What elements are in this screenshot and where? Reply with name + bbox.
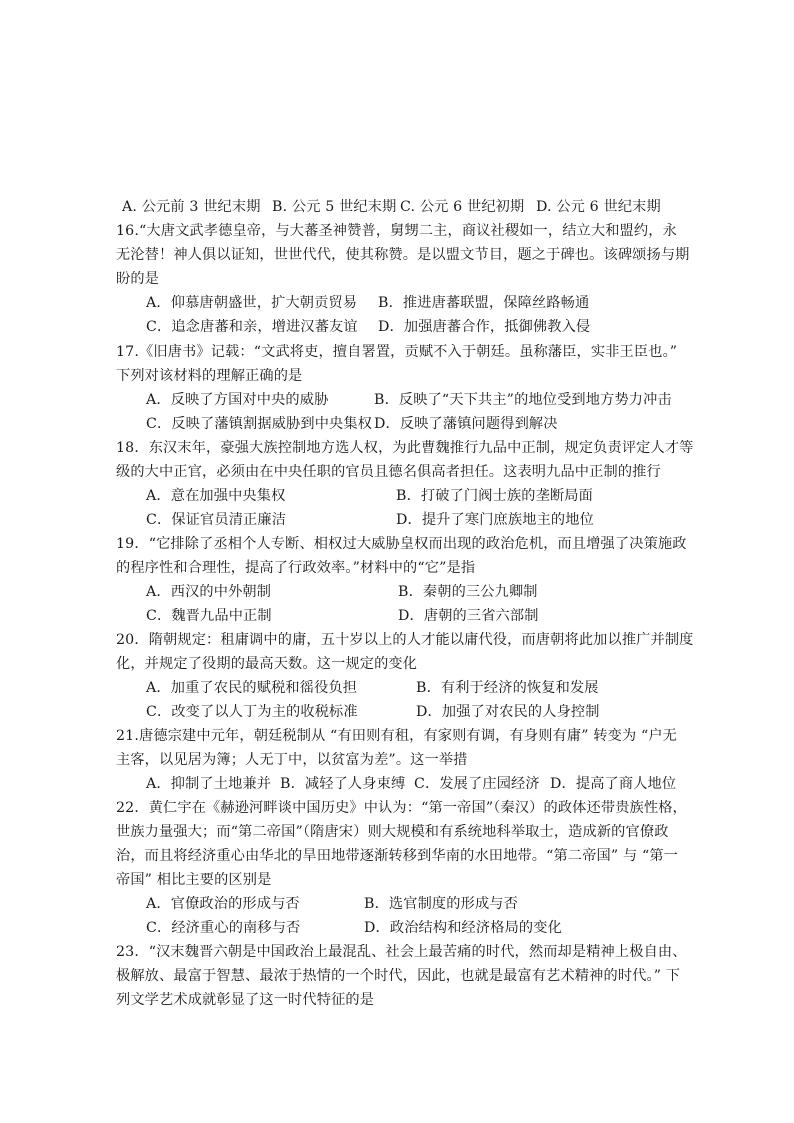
- q16-stem-line: 16.“大唐文武孝德皇帝，与大蕃圣神赞普，舅甥二主，商议社稷如一，结立大和盟约，永: [116, 223, 677, 239]
- q15-option-b: B. 公元 5 世纪末期: [272, 199, 397, 215]
- q17-option-a: A．反映了方国对中央的威胁: [146, 392, 329, 408]
- q22-stem-line: 帝国” 相比主要的区别是: [116, 872, 272, 888]
- q17-option-c: C．反映了藩镇割据威胁到中央集权: [146, 416, 373, 432]
- q20-option-a: A．加重了农民的赋税和徭役负担: [146, 680, 358, 696]
- q23-stem-line: 列文学艺术成就彰显了这一时代特征的是: [116, 992, 375, 1008]
- q18-stem-line: 级的大中正官，必须由在中央任职的官员且德名俱高者担任。这表明九品中正制的推行: [116, 464, 661, 480]
- q23-stem-line: 23．“汉末魏晋六朝是中国政治上最混乱、社会上最苦痛的时代，然而却是精神上极自由、: [116, 944, 687, 960]
- q21-options-row: [146, 772, 706, 796]
- q20-options-row: [146, 700, 706, 724]
- q17-stem-line: 17.《旧唐书》记载：“文武将吏，擅自署置，贡赋不入于朝廷。虽称藩臣，实非王臣也。”: [116, 344, 678, 360]
- q16-stem-line: 盼的是: [116, 271, 160, 287]
- q19-options-row: [146, 604, 706, 628]
- q22-options-row: [146, 916, 706, 940]
- q18-option-b: B．打破了门阀士族的垄断局面: [396, 488, 593, 504]
- q20-options-row: [146, 676, 706, 700]
- q19-option-b: B．秦朝的三公九卿制: [398, 584, 538, 600]
- q21-option-b: B．减轻了人身束缚: [280, 776, 406, 792]
- q17-options-row: [146, 412, 706, 436]
- q15-option-c: C. 公元 6 世纪初期: [400, 199, 525, 215]
- q22-stem-line: 世族力量强大；而“第二帝国”（隋唐宋）则大规模和有系统地科举取士，造成新的官僚政: [116, 824, 669, 840]
- q19-option-c: C．魏晋九品中正制: [146, 608, 272, 624]
- q19-options-row: [146, 580, 706, 604]
- q15-option-a: A. 公元前 3 世纪末期: [122, 199, 261, 215]
- q19-option-d: D．唐朝的三省六部制: [398, 608, 539, 624]
- q22-stem-line: 治，而且将经济重心由华北的旱田地带逐渐转移到华南的水田地带。“第二帝国” 与 “第一: [116, 848, 679, 864]
- q15-options: [122, 195, 682, 219]
- q16-option-d: D．加强唐蕃合作，抵御佛教入侵: [378, 319, 591, 335]
- q17-option-d: D．反映了藩镇问题得到解决: [374, 416, 558, 432]
- q21-option-a: A．抑制了土地兼并: [146, 776, 272, 792]
- q20-stem-line: 化，并规定了役期的最高天数。这一规定的变化: [116, 656, 418, 672]
- q18-option-d: D．提升了寒门庶族地主的地位: [396, 512, 594, 528]
- q19-stem-line: 19．“它排除了丞相个人专断、相权过大威胁皇权而出现的政治危机，而且增强了决策施政: [116, 536, 687, 552]
- q20-option-b: B．有利于经济的恢复和发展: [416, 680, 599, 696]
- q19-option-a: A．西汉的中外朝制: [146, 584, 272, 600]
- q18-options-row: [146, 484, 706, 508]
- q22-option-a: A．官僚政治的形成与否: [146, 896, 300, 912]
- q16-stem-line: 无沦替！神人俱以证知，世世代代，使其称赞。是以盟文节目，题之于碑也。该碑颂扬与期: [116, 247, 690, 263]
- q22-stem-line: 22．黄仁宇在《赫逊河畔谈中国历史》中认为：“第一帝国”（秦汉）的政体还带贵族性格，: [116, 800, 687, 816]
- q23-stem-line: 极解放、最富于智慧、最浓于热情的一个时代，因此，也就是最富有艺术精神的时代。” 下: [116, 968, 681, 984]
- q21-stem-line: 主客，以见居为簿；人无丁中，以贫富为差”。这一举措: [116, 752, 468, 768]
- q15-option-d: D. 公元 6 世纪末期: [536, 199, 661, 215]
- q20-stem-line: 20．隋朝规定：租庸调中的庸，五十岁以上的人才能以庸代役，而唐朝将此加以推广并制度: [116, 632, 694, 648]
- q16-options-row: [146, 315, 706, 339]
- q17-stem-line: 下列对该材料的理解正确的是: [116, 368, 303, 384]
- q18-option-a: A．意在加强中央集权: [146, 488, 286, 504]
- q21-stem-line: 21.唐德宗建中元年，朝廷税制从 “有田则有租，有家则有调，有身则有庸” 转变为 “户无: [116, 728, 678, 744]
- q21-option-c: C．发展了庄园经济: [414, 776, 540, 792]
- q16-option-b: B．推进唐蕃联盟，保障丝路畅通: [378, 295, 590, 311]
- q16-option-c: C．追念唐蕃和亲，增进汉蕃友谊: [146, 319, 358, 335]
- q16-option-a: A．仰慕唐朝盛世，扩大朝贡贸易: [146, 295, 358, 311]
- q17-options-row: [146, 388, 706, 412]
- q16-options-row: [146, 291, 706, 315]
- q22-option-c: C．经济重心的南移与否: [146, 920, 301, 936]
- q19-stem-line: 的程序性和合理性，提高了行政效率。”材料中的“它”是指: [116, 560, 476, 576]
- q21-option-d: D．提高了商人地位: [550, 776, 677, 792]
- q22-option-d: D．政治结构和经济格局的变化: [364, 920, 562, 936]
- q20-option-d: D．加强了对农民的人身控制: [416, 704, 600, 720]
- q18-stem-line: 18．东汉末年，豪强大族控制地方选人权，为此曹魏推行九品中正制，规定负责评定人才等: [116, 440, 694, 456]
- q20-option-c: C．改变了以人丁为主的收税标准: [146, 704, 358, 720]
- q22-options-row: [146, 892, 706, 916]
- q22-option-b: B．选官制度的形成与否: [364, 896, 518, 912]
- q17-option-b: B．反映了“天下共主”的地位受到地方势力冲击: [374, 392, 672, 408]
- q18-options-row: [146, 508, 706, 532]
- q18-option-c: C．保证官员清正廉洁: [146, 512, 287, 528]
